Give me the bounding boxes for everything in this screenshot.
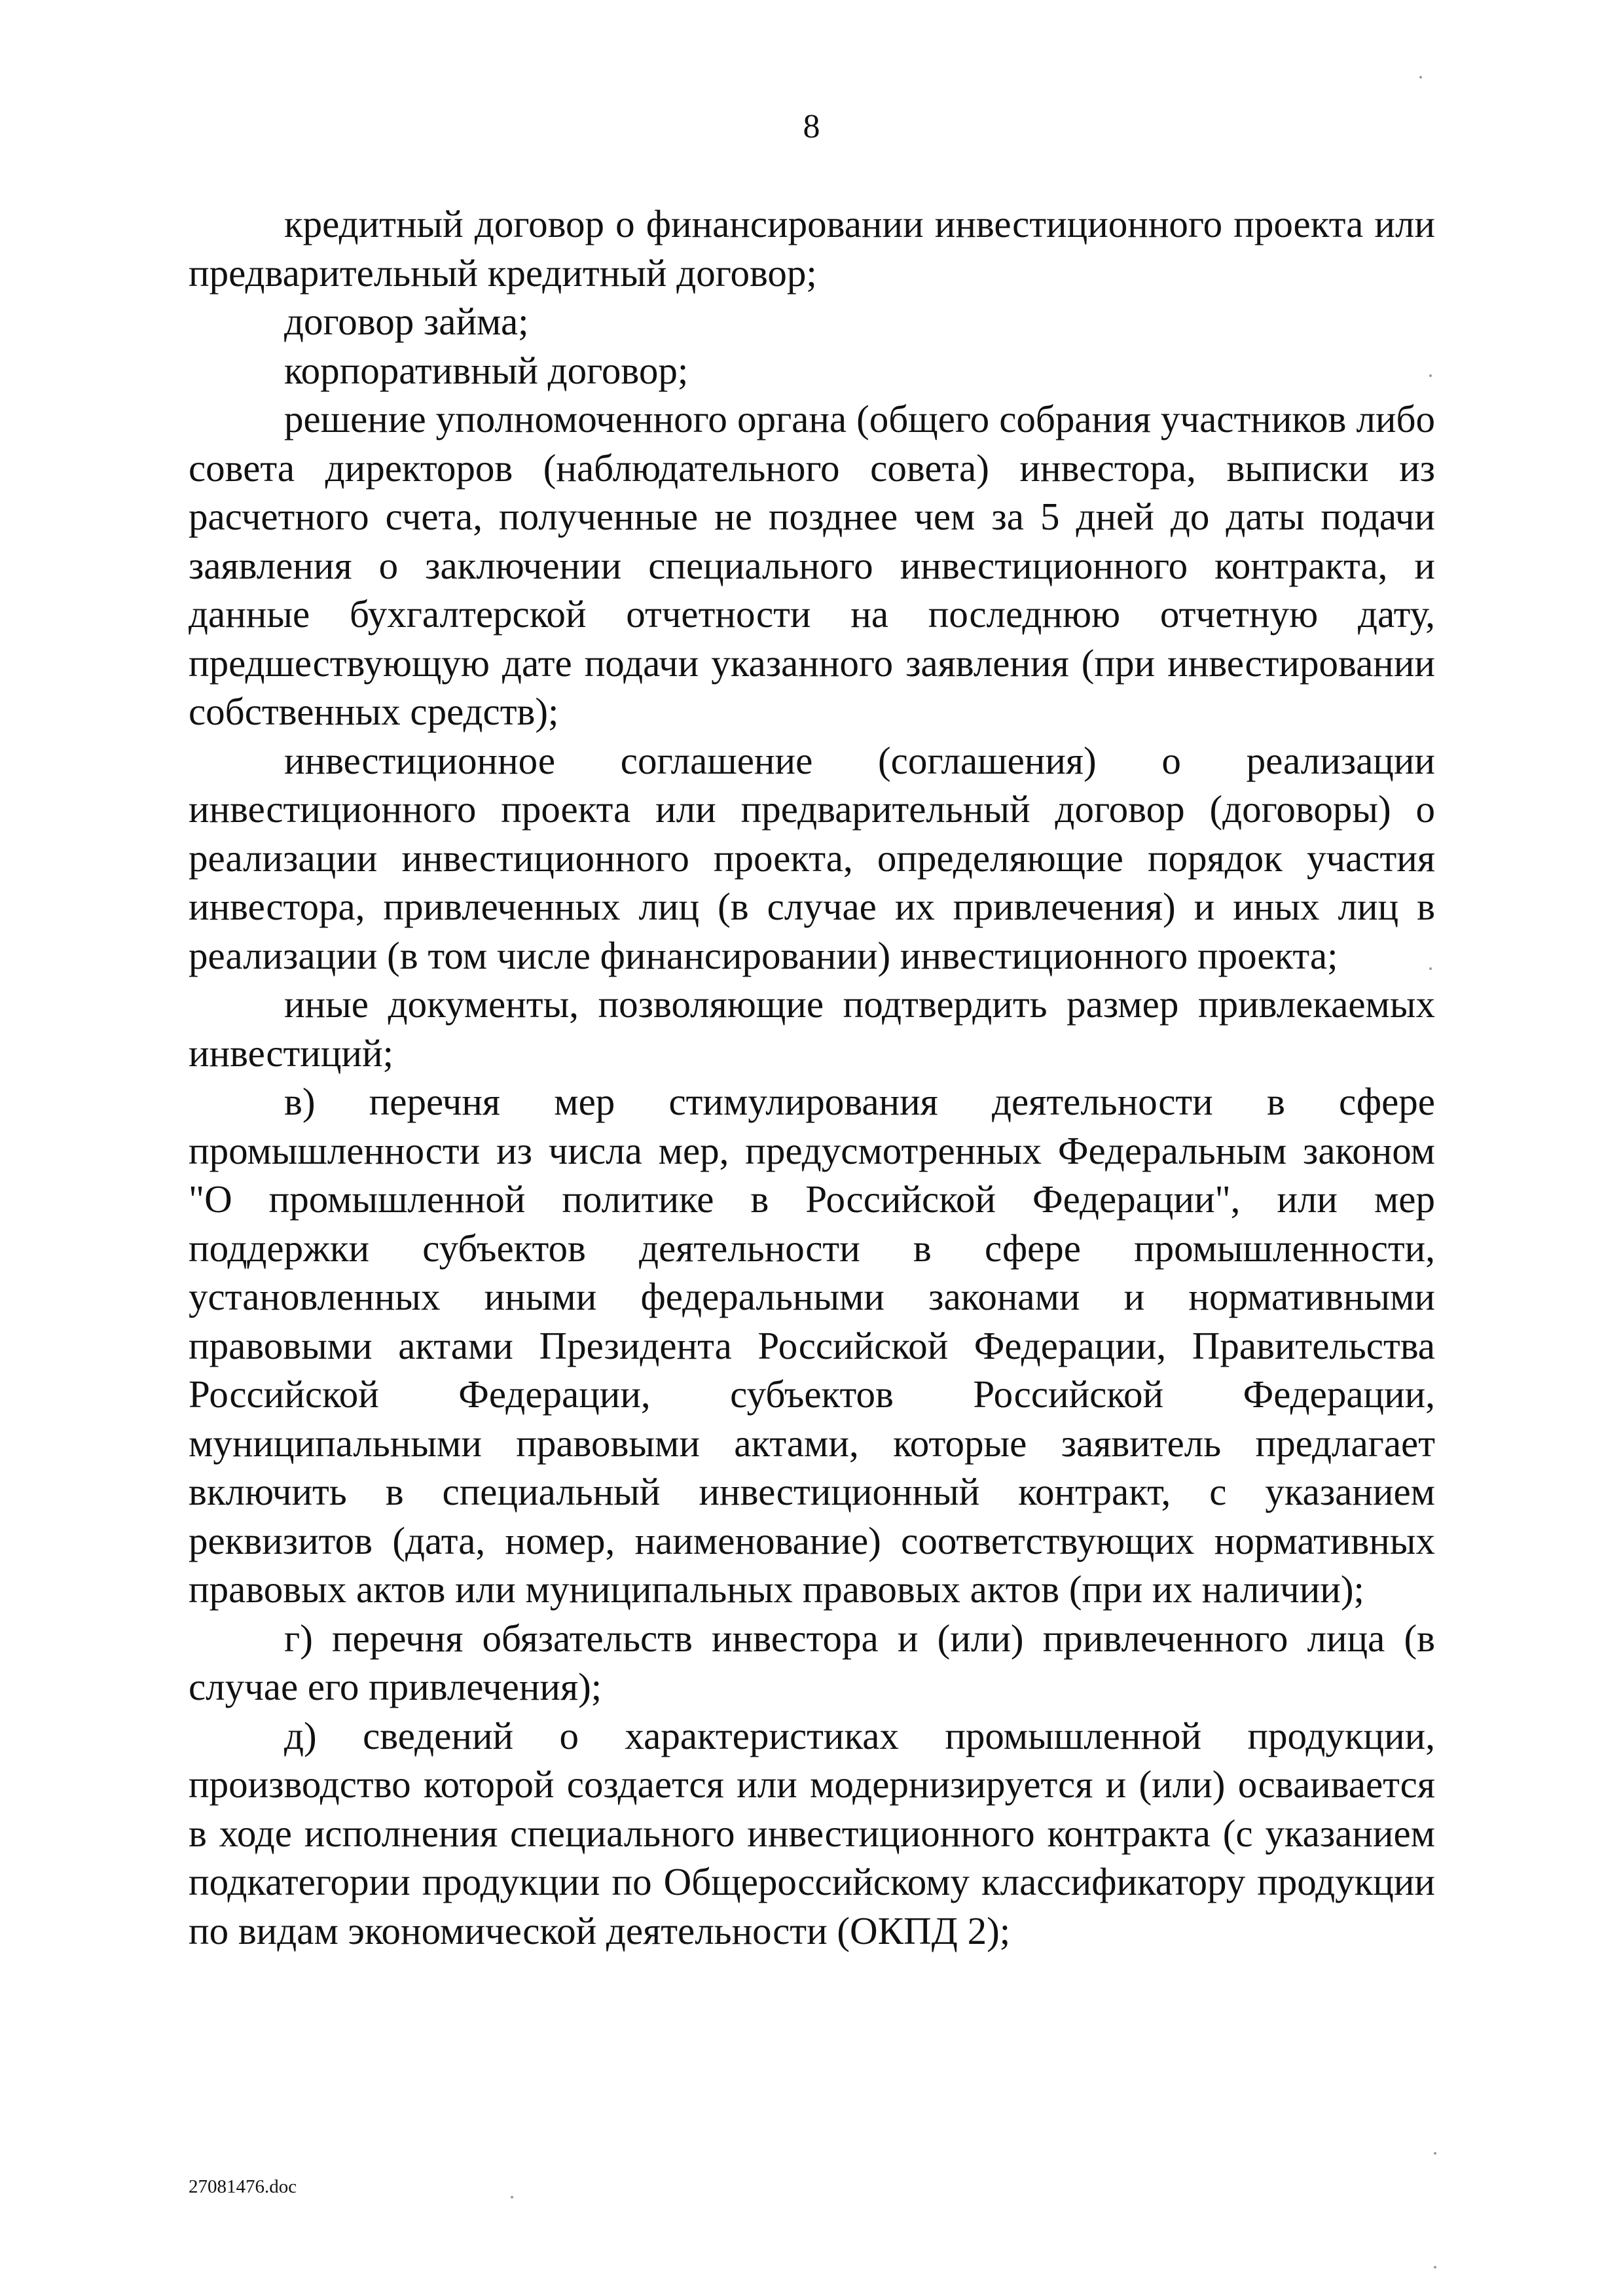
scan-speck	[1429, 967, 1432, 970]
scan-speck	[1434, 2152, 1436, 2155]
paragraph-item-g: г) перечня обязательств инвестора и (или) привлеченного лица (в случае его привлечения);	[189, 1616, 1435, 1708]
document-body	[189, 200, 1435, 1955]
paragraph-corporate-agreement: корпоративный договор;	[284, 348, 689, 392]
paragraph-investment-agreement: инвестиционное соглашение (соглашения) о реализации инвестиционного проекта или предварительный договор (договоры) о реализации инвестиционного проекта, определяющие порядок участия инвестора, привлеченных лиц (в случае их привлечения) и иных лиц в реализации (в том числе финансировании) инвестиционного проекта;	[189, 738, 1435, 977]
scan-speck	[511, 2196, 513, 2198]
paragraph-authorized-body-decision: решение уполномоченного органа (общего собрания участников либо совета директоров (наблюдательного совета) инвестора, выписки из расчетного счета, полученные не позднее чем за 5 дней до даты подачи заявления о заключении специального инвестиционного контракта, и данные бухгалтерской отчетности на последнюю отчетную дату, предшествующую дате подачи указанного заявления (при инвестировании собственных средств);	[189, 397, 1435, 733]
scan-speck	[1434, 2266, 1436, 2269]
scan-speck	[1419, 76, 1422, 79]
document-file-code: 27081476.doc	[189, 2176, 297, 2197]
paragraph-item-d: д) сведений о характеристиках промышленной продукции, производство которой создается или модернизируется и (или) осваивается в ходе исполнения специального инвестиционного контракта (с указанием подкатегории продукции по Общероссийскому классификатору продукции по видам экономической деятельности (ОКПД 2);	[189, 1713, 1435, 1952]
paragraph-other-documents: иные документы, позволяющие подтвердить размер привлекаемых инвестиций;	[189, 982, 1435, 1075]
page-number: 8	[803, 108, 820, 145]
paragraph-credit-agreement: кредитный договор о финансировании инвестиционного проекта или предварительный кредитный договор;	[189, 202, 1435, 295]
scan-speck	[1429, 374, 1432, 377]
paragraph-item-v: в) перечня мер стимулирования деятельности в сфере промышленности из числа мер, предусмотренных Федеральным законом "О промышленной политике в Российской Федерации", или мер поддержки субъектов деятельности в сфере промышленности, установленных иными федеральными законами и нормативными правовыми актами Президента Российской Федерации, Правительства Российской Федерации, субъектов Российской Федерации, муниципальными правовыми актами, которые заявитель предлагает включить в специальный инвестиционный контракт, с указанием реквизитов (дата, номер, наименование) соответствующих нормативных правовых актов или муниципальных правовых актов (при их наличии);	[189, 1080, 1435, 1611]
paragraph-loan-agreement: договор займа;	[284, 300, 529, 343]
